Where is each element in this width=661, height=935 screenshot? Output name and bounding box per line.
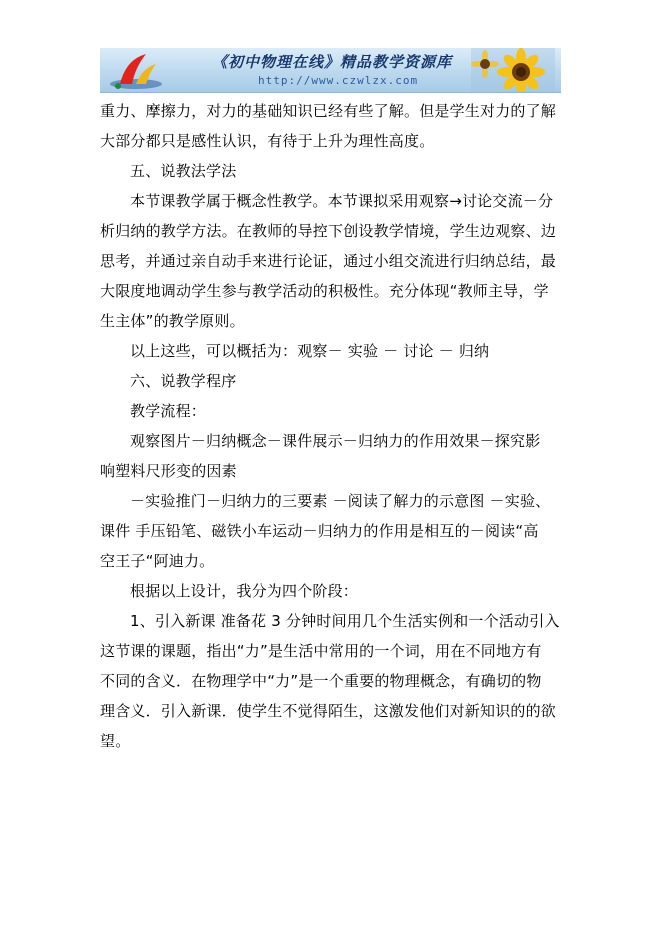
paragraph-line: 空王子“阿迪力。 — [100, 552, 215, 570]
paragraph-line: 课件 手压铅笔、磁铁小车运动－归纳力的作用是相互的－阅读“高 — [100, 522, 539, 540]
paragraph-line: 大限度地调动学生参与教学活动的积极性。充分体现“教师主导，学 — [100, 282, 549, 300]
paragraph-line: 析归纳的教学方法。在教师的导控下创设教学情境，学生边观察、边 — [100, 222, 557, 240]
paragraph-line: 根据以上设计，我分为四个阶段： — [130, 582, 359, 600]
paragraph-line: 望。 — [100, 732, 131, 750]
paragraph-line: 1、引入新课 准备花 3 分钟时间用几个生活实例和一个活动引入 — [130, 612, 560, 630]
paragraph-line: 重力、摩擦力，对力的基础知识已经有些了解。但是学生对力的了解 — [100, 102, 557, 120]
paragraph-line: 本节课教学属于概念性教学。本节课拟采用观察→讨论交流－分 — [130, 192, 554, 210]
site-url[interactable]: http://www.czwlzx.com — [258, 74, 419, 87]
paragraph-line: 以上这些，可以概括为：观察－ 实验 － 讨论 － 归纳 — [130, 342, 490, 360]
paragraph-line: －实验推门－归纳力的三要素 －阅读了解力的示意图 －实验、 — [130, 492, 551, 510]
paragraph-line: 理含义．引入新课．使学生不觉得陌生，这激发他们对新知识的的欲 — [100, 702, 557, 720]
paragraph-line: 响塑料尺形变的因素 — [100, 462, 237, 480]
paragraph-line: 这节课的课题，指出“力”是生活中常用的一个词，用在不同地方有 — [100, 642, 542, 660]
document-body — [100, 96, 568, 756]
paragraph-line: 观察图片－归纳概念－课件展示－归纳力的作用效果－探究影 — [130, 432, 541, 450]
paragraph-line: 不同的含义．在物理学中“力”是一个重要的物理概念，有确切的物 — [100, 672, 542, 690]
section-heading-procedure: 六、说教学程序 — [130, 372, 237, 390]
paragraph-line: 教学流程： — [130, 402, 207, 420]
paragraph-line: 思考，并通过亲自动手来进行论证，通过小组交流进行归纳总结，最 — [100, 252, 557, 270]
section-heading-methods: 五、说教法学法 — [130, 162, 237, 180]
sunflower-icon — [471, 48, 555, 92]
header-banner — [100, 48, 561, 93]
paragraph-line: 生主体”的教学原则。 — [100, 312, 245, 330]
paragraph-line: 大部分都只是感性认识，有待于上升为理性高度。 — [100, 132, 435, 150]
site-title: 《初中物理在线》精品教学资源库 — [212, 53, 453, 71]
site-logo-icon — [106, 50, 166, 90]
